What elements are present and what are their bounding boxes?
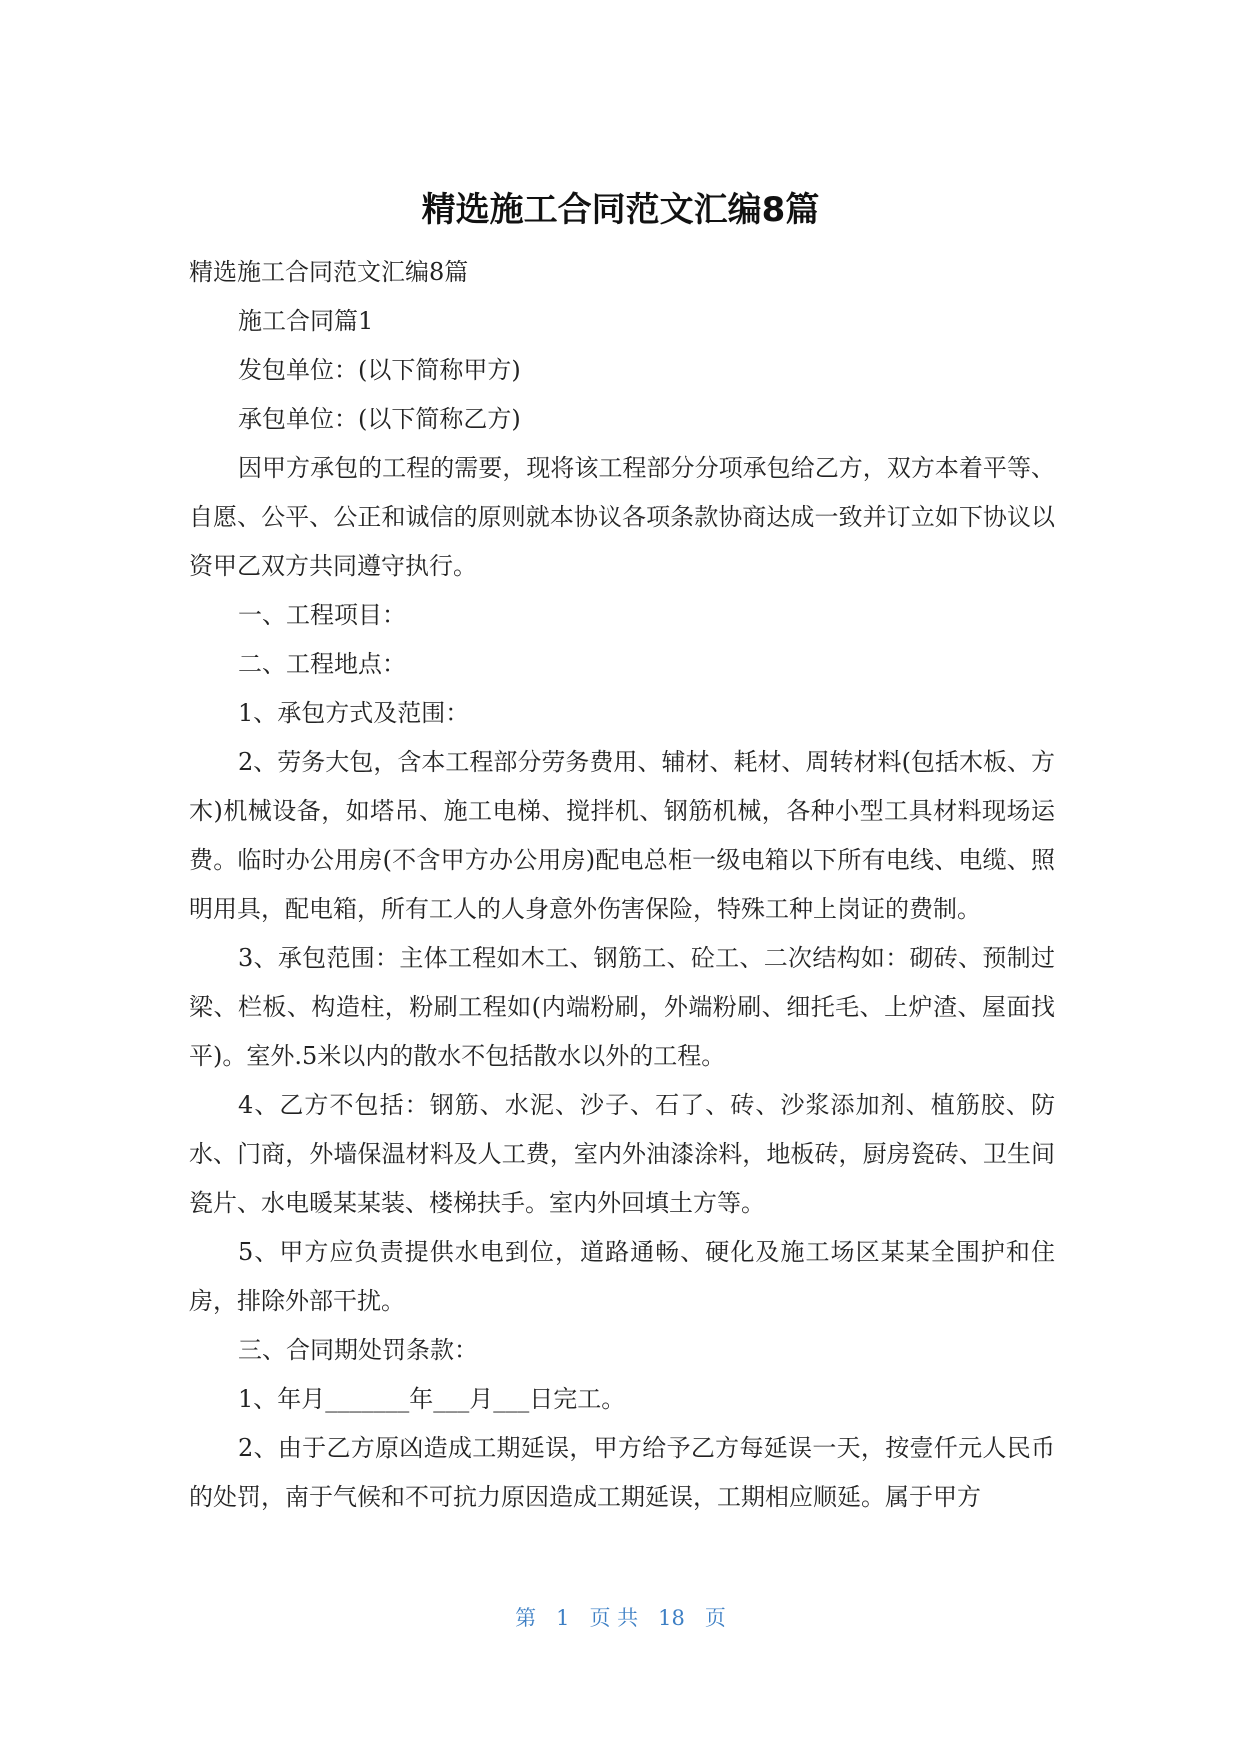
- paragraph-13: 1、年月_______年___月___日完工。: [238, 1385, 626, 1413]
- paragraph-10: 4、乙方不包括：钢筋、水泥、沙子、石了、砖、沙浆添加剂、植筋胶、防水、门商，外墙保温材料及人工费，室内外油漆涂料，地板砖，厨房瓷砖、卫生间瓷片、水电暖某某装、楼梯扶手。室内外回填土方等。: [189, 1091, 1055, 1217]
- paragraph-6: 二、工程地点：: [238, 650, 406, 678]
- paragraph-4: 因甲方承包的工程的需要，现将该工程部分分项承包给乙方，双方本着平等、自愿、公平、公正和诚信的原则就本协议各项条款协商达成一致并订立如下协议以资甲乙双方共同遵守执行。: [189, 454, 1055, 580]
- paragraph-11: 5、甲方应负责提供水电到位，道路通畅、硬化及施工场区某某全围护和住房，排除外部干扰。: [189, 1238, 1055, 1315]
- document-title: 精选施工合同范文汇编8篇: [421, 190, 820, 230]
- paragraph-5: 一、工程项目：: [238, 601, 406, 629]
- paragraph-7: 1、承包方式及范围：: [238, 699, 470, 727]
- paragraph-3: 承包单位：(以下简称乙方): [238, 405, 521, 433]
- paragraph-1: 施工合同篇1: [238, 307, 374, 335]
- paragraph-0: 精选施工合同范文汇编8篇: [189, 258, 469, 286]
- document-body: [189, 248, 1055, 1522]
- paragraph-14: 2、由于乙方原凶造成工期延误，甲方给予乙方每延误一天，按壹仟元人民币的处罚，南于气候和不可抗力原因造成工期延误，工期相应顺延。属于甲方: [189, 1434, 1055, 1511]
- paragraph-2: 发包单位：(以下简称甲方): [238, 356, 521, 384]
- paragraph-8: 2、劳务大包，含本工程部分劳务费用、辅材、耗材、周转材料(包括木板、方木)机械设备，如塔吊、施工电梯、搅拌机、钢筋机械，各种小型工具材料现场运费。临时办公用房(不含甲方办公用房)配电总柜一级电箱以下所有电线、电缆、照明用具，配电箱，所有工人的人身意外伤害保险，特殊工种上岗证的费制。: [189, 748, 1055, 923]
- page-number-footer: 第 1 页 共 18 页: [515, 1606, 726, 1630]
- paragraph-9: 3、承包范围：主体工程如木工、钢筋工、砼工、二次结构如：砌砖、预制过梁、栏板、构造柱，粉刷工程如(内端粉刷，外端粉刷、细托毛、上炉渣、屋面找平)。室外.5米以内的散水不包括散水以外的工程。: [189, 944, 1055, 1070]
- paragraph-12: 三、合同期处罚条款：: [238, 1336, 478, 1364]
